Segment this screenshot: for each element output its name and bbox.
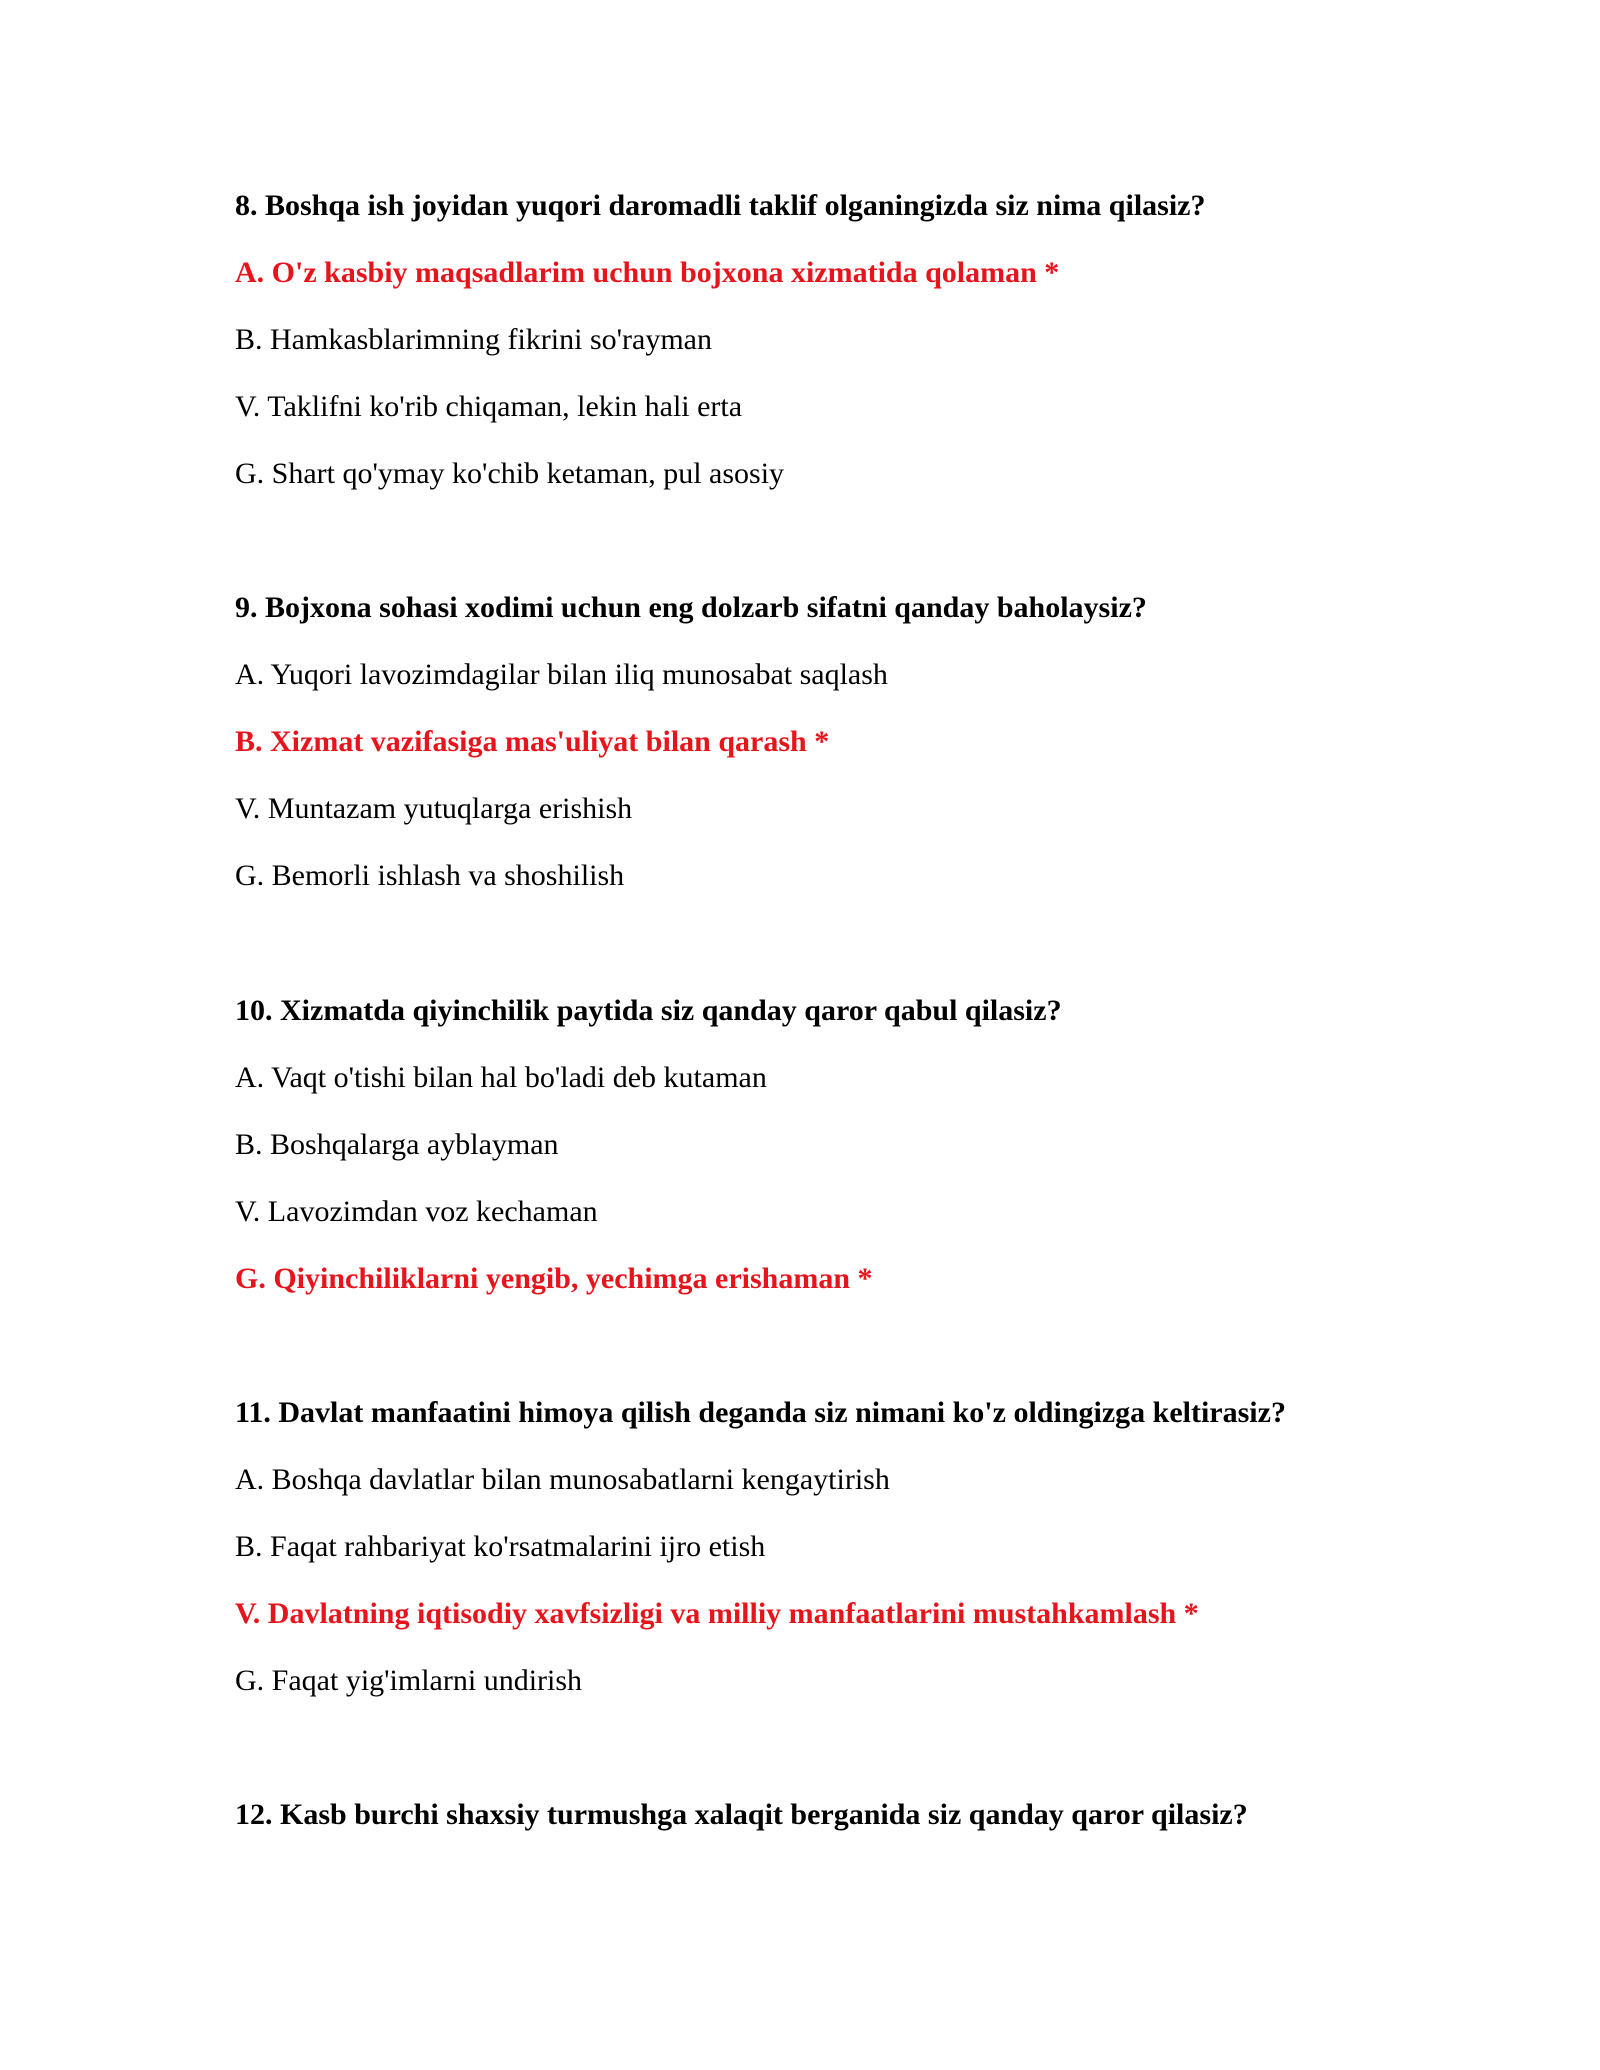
question-text: 10. Xizmatda qiyinchilik paytida siz qanday qaror qabul qilasiz? xyxy=(235,994,1062,1027)
option-text: B. Boshqalarga ayblayman xyxy=(235,1128,559,1161)
option-text-correct: A. O'z kasbiy maqsadlarim uchun bojxona xizmatida qolaman * xyxy=(235,256,1060,289)
option-8g xyxy=(235,456,1415,492)
option-11a xyxy=(235,1462,1415,1498)
option-10a xyxy=(235,1060,1415,1096)
option-text: G. Bemorli ishlash va shoshilish xyxy=(235,859,625,892)
option-text: G. Faqat yig'imlarni undirish xyxy=(235,1664,583,1697)
option-11g xyxy=(235,1663,1415,1699)
question-block-11 xyxy=(235,1395,1415,1431)
option-10v xyxy=(235,1194,1415,1230)
option-10g xyxy=(235,1261,1415,1297)
option-text: G. Shart qo'ymay ko'chib ketaman, pul asosiy xyxy=(235,457,785,490)
option-10b xyxy=(235,1127,1415,1163)
question-block-12 xyxy=(235,1797,1415,1833)
question-block-9 xyxy=(235,590,1415,626)
option-9a xyxy=(235,657,1415,693)
option-11b xyxy=(235,1529,1415,1565)
question-text: 9. Bojxona sohasi xodimi uchun eng dolzarb sifatni qanday baholaysiz? xyxy=(235,591,1147,624)
option-text: A. Yuqori lavozimdagilar bilan iliq munosabat saqlash xyxy=(235,658,888,691)
option-8a xyxy=(235,255,1415,291)
question-text: 12. Kasb burchi shaxsiy turmushga xalaqit berganida siz qanday qaror qilasiz? xyxy=(235,1798,1248,1831)
option-text: B. Faqat rahbariyat ko'rsatmalarini ijro etish xyxy=(235,1530,766,1563)
question-text: 8. Boshqa ish joyidan yuqori daromadli taklif olganingizda siz nima qilasiz? xyxy=(235,189,1206,222)
option-text-correct: V. Davlatning iqtisodiy xavfsizligi va milliy manfaatlarini mustahkamlash * xyxy=(235,1597,1199,1630)
option-9v xyxy=(235,791,1415,827)
question-block-8 xyxy=(235,188,1415,224)
option-text-correct: G. Qiyinchiliklarni yengib, yechimga erishaman * xyxy=(235,1262,873,1295)
option-11v xyxy=(235,1596,1415,1632)
option-9g xyxy=(235,858,1415,894)
question-text: 11. Davlat manfaatini himoya qilish deganda siz nimani ko'z oldingizga keltirasiz? xyxy=(235,1396,1286,1429)
option-text: V. Taklifni ko'rib chiqaman, lekin hali erta xyxy=(235,390,743,423)
option-text: V. Muntazam yutuqlarga erishish xyxy=(235,792,633,825)
option-text: A. Boshqa davlatlar bilan munosabatlarni kengaytirish xyxy=(235,1463,890,1496)
option-text: A. Vaqt o'tishi bilan hal bo'ladi deb kutaman xyxy=(235,1061,767,1094)
option-text: B. Hamkasblarimning fikrini so'rayman xyxy=(235,323,712,356)
question-block-10 xyxy=(235,993,1415,1029)
option-text: V. Lavozimdan voz kechaman xyxy=(235,1195,598,1228)
option-text-correct: B. Xizmat vazifasiga mas'uliyat bilan qarash * xyxy=(235,725,830,758)
option-9b xyxy=(235,724,1415,760)
option-8b xyxy=(235,322,1415,358)
option-8v xyxy=(235,389,1415,425)
